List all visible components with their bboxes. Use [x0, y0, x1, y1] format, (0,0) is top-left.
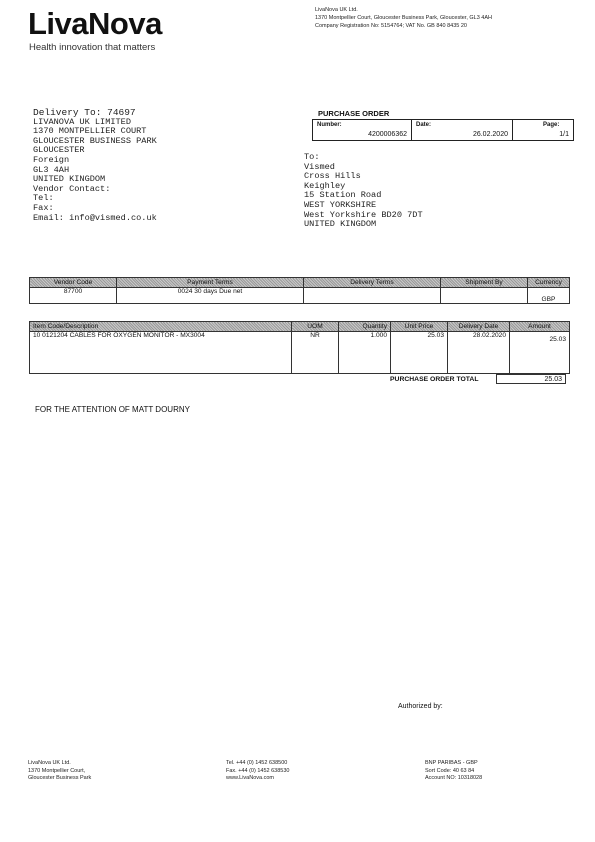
header-delivery-terms: Delivery Terms	[304, 278, 441, 288]
footer-line: Account NO: 10318028	[425, 775, 483, 781]
items-table	[29, 321, 570, 374]
vendor-line: WEST YORKSHIRE	[304, 199, 377, 210]
delivery-line: Email: info@vismed.co.uk	[33, 212, 157, 223]
currency-value: GBP	[528, 288, 570, 304]
footer-line: LivaNova UK Ltd.	[28, 760, 71, 766]
purchase-order-box	[312, 119, 574, 141]
footer-line: Fax. +44 (0) 1452 638530	[226, 767, 290, 774]
delivery-line: 1370 MONTPELLIER COURT	[33, 126, 147, 137]
purchase-order-title: PURCHASE ORDER	[318, 109, 390, 118]
header-unit-price: Unit Price	[391, 322, 448, 332]
po-number-cell	[313, 120, 412, 140]
delivery-line: GL3 4AH	[33, 164, 70, 175]
header-item-description: Item Code/Description	[30, 322, 292, 332]
delivery-line: Vendor Contact:	[33, 183, 111, 194]
delivery-address-block	[33, 108, 157, 223]
footer-line: 1370 Montpellier Court,	[28, 767, 86, 774]
vendor-line: Vismed	[304, 161, 335, 172]
header-delivery-date: Delivery Date	[448, 322, 510, 332]
po-date-label: Date:	[416, 122, 432, 128]
vendor-line: UNITED KINGDOM	[304, 219, 377, 230]
company-tagline: Health innovation that matters	[29, 42, 156, 53]
header-vendor-code: Vendor Code	[30, 278, 117, 288]
footer-bank	[425, 760, 482, 783]
po-page-label: Page:	[543, 122, 560, 128]
terms-row	[30, 288, 570, 304]
terms-table	[29, 277, 570, 304]
po-total-label: PURCHASE ORDER TOTAL	[390, 376, 479, 383]
vendor-code-value: 87700	[30, 288, 117, 304]
item-uom: NR	[292, 332, 339, 374]
po-page-value: 1/1	[559, 131, 569, 138]
po-total-value: 25.03	[496, 374, 566, 384]
authorized-by-label: Authorized by:	[398, 703, 443, 710]
po-date-value: 26.02.2020	[472, 131, 508, 138]
payment-terms-value: 0024 30 days Due net	[117, 288, 304, 304]
delivery-line: Fax:	[33, 202, 54, 213]
items-header-row	[30, 322, 570, 332]
header-shipment-by: Shipment By	[441, 278, 528, 288]
company-line: 1370 Montpellier Court, Gloucester Business Park, Gloucester, GL3 4AH	[315, 15, 493, 21]
footer-line: Gloucester Business Park	[28, 775, 92, 781]
vendor-line: 15 Station Road	[304, 190, 382, 201]
company-line: Company Registration No: 5154764; VAT No. GB 840 8435 20	[315, 23, 467, 29]
delivery-line: GLOUCESTER BUSINESS PARK	[33, 135, 157, 146]
header-quantity: Quantity	[339, 322, 391, 332]
delivery-line: Tel:	[33, 193, 54, 204]
item-delivery-date: 28.02.2020	[448, 332, 510, 374]
po-number-value: 4200006362	[368, 131, 407, 138]
vendor-line: Keighley	[304, 180, 346, 191]
po-number-label: Number:	[317, 122, 342, 128]
delivery-line: Delivery To: 74697	[33, 107, 136, 118]
company-address-block	[315, 6, 492, 30]
header-amount: Amount	[510, 322, 570, 332]
company-line: LivaNova UK Ltd.	[315, 7, 358, 13]
delivery-line: GLOUCESTER	[33, 145, 85, 156]
vendor-line: Cross Hills	[304, 171, 361, 182]
footer-line: Sort Code: 40 63 84	[425, 767, 475, 774]
shipment-by-value	[441, 288, 528, 304]
po-date-cell	[412, 120, 513, 140]
item-amount: 25.03	[510, 332, 570, 374]
footer-line: www.LivaNova.com	[226, 775, 274, 781]
vendor-address-block	[304, 153, 423, 230]
footer-line: Tel. +44 (0) 1452 638500	[226, 760, 288, 766]
vendor-line: West Yorkshire BD20 7DT	[304, 209, 423, 220]
item-quantity: 1.000	[339, 332, 391, 374]
delivery-line: UNITED KINGDOM	[33, 174, 106, 185]
footer-contact	[226, 760, 289, 783]
item-description: 10 0121204 CABLES FOR OXYGEN MONITOR - MX3004	[30, 332, 292, 374]
delivery-line: LIVANOVA UK LIMITED	[33, 116, 131, 127]
delivery-line: Foreign	[33, 154, 70, 165]
attention-note: FOR THE ATTENTION OF MATT DOURNY	[35, 405, 190, 414]
delivery-terms-value	[304, 288, 441, 304]
header-uom: UOM	[292, 322, 339, 332]
footer-line: BNP PARIBAS - GBP	[425, 760, 478, 766]
item-row	[30, 332, 570, 374]
terms-header-row	[30, 278, 570, 288]
header-payment-terms: Payment Terms	[117, 278, 304, 288]
company-logo: LivaNova	[28, 6, 162, 41]
item-unit-price: 25.03	[391, 332, 448, 374]
vendor-line: To:	[304, 152, 320, 162]
po-page-cell	[513, 120, 573, 140]
header-currency: Currency	[528, 278, 570, 288]
footer-company	[28, 760, 91, 783]
